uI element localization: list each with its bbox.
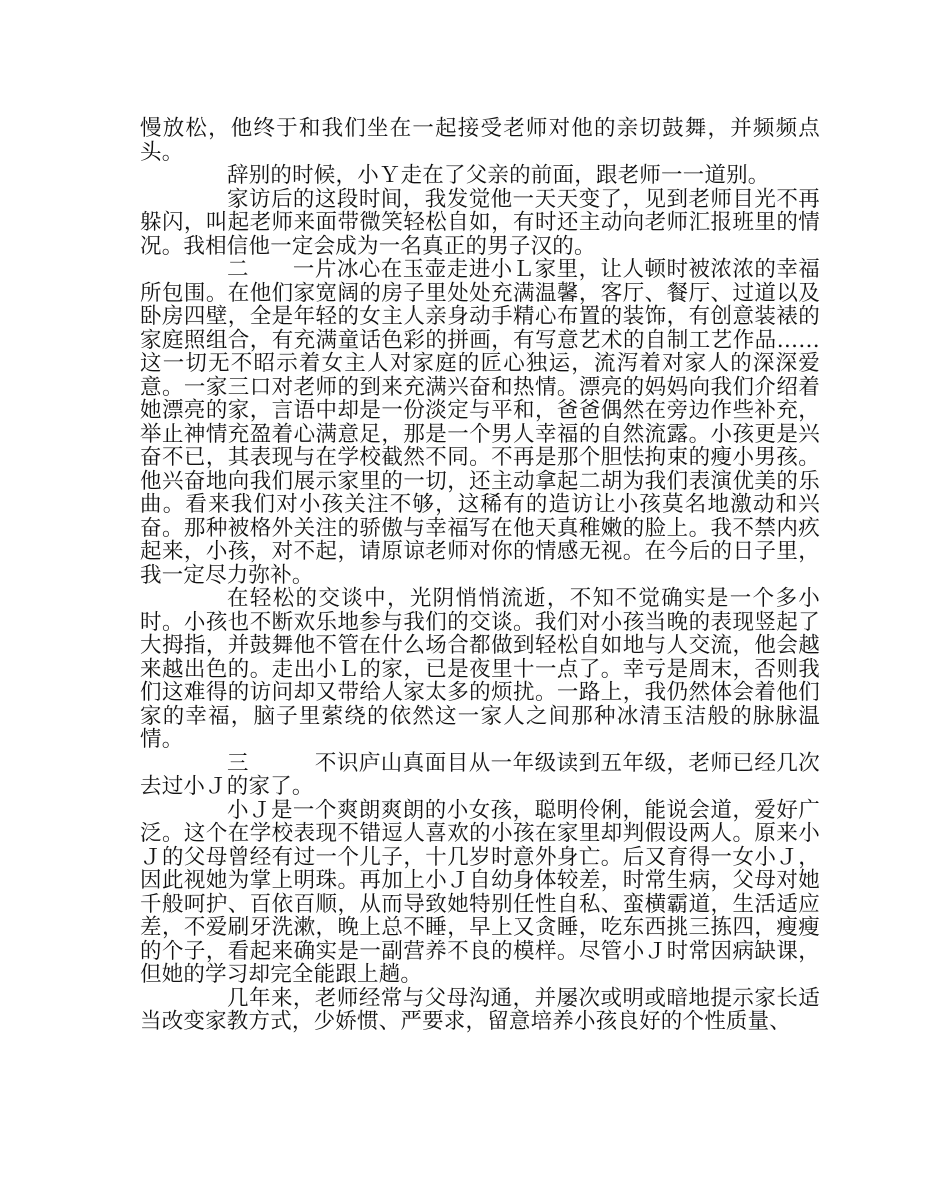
document-body [140, 117, 820, 1034]
paragraph-2: 辞别的时候，小Ｙ走在了父亲的前面，跟老师一一道别。 [227, 163, 770, 188]
paragraph-4: 二 一片冰心在玉壶走进小Ｌ家里，让人顿时被浓浓的幸福所包围。在他们家宽阔的房子里处处充满温馨，客厅、餐厅、过道以及卧房四壁，全是年轻的女主人亲身动手精心布置的装饰，有创意装裱的家庭照组合，有充满童话色彩的拼画，有写意艺术的自制工艺作品……这一切无不昭示着女主人对家庭的匠心独运，流泻着对家人的深深爱意。一家三口对老师的到来充满兴奋和热情。漂亮的妈妈向我们介绍着她漂亮的家，言语中却是一份淡定与平和，爸爸偶然在旁边作些补充，举止神情充盈着心满意足，那是一个男人幸福的自然流露。小孩更是兴奋不已，其表现与在学校截然不同。不再是那个胆怯拘束的瘦小男孩。他兴奋地向我们展示家里的一切，还主动拿起二胡为我们表演优美的乐曲。看来我们对小孩关注不够，这稀有的造访让小孩莫名地激动和兴奋。那种被格外关注的骄傲与幸福写在他天真稚嫩的脸上。我不禁内疚起来，小孩，对不起，请原谅老师对你的情感无视。在今后的日子里，我一定尽力弥补。 [140, 257, 820, 588]
paragraph-8: 几年来，老师经常与父母沟通，并屡次或明或暗地提示家长适当改变家教方式，少娇惯、严要求，留意培养小孩良好的个性质量、 [140, 985, 820, 1034]
paragraph-6: 三 不识庐山真面目从一年级读到五年级，老师已经几次去过小Ｊ的家了。 [140, 750, 820, 799]
paragraph-5: 在轻松的交谈中，光阴悄悄流逝，不知不觉确实是一个多小时。小孩也不断欢乐地参与我们的交谈。我们对小孩当晚的表现竖起了大拇指，并鼓舞他不管在什么场合都做到轻松自如地与人交流，他会越来越出色的。走出小Ｌ的家，已是夜里十一点了。幸亏是周末，否则我们这难得的访问却又带给人家太多的烦扰。一路上，我仍然体会着他们家的幸福，脑子里萦绕的依然这一家人之间那种冰清玉洁般的脉脉温情。 [140, 586, 820, 752]
paragraph-3: 家访后的这段时间，我发觉他一天天变了，见到老师目光不再躲闪，叫起老师来面带微笑轻松自如，有时还主动向老师汇报班里的情况。我相信他一定会成为一名真正的男子汉的。 [140, 186, 820, 259]
paragraph-7: 小Ｊ是一个爽朗爽朗的小女孩，聪明伶俐，能说会道，爱好广泛。这个在学校表现不错逗人喜欢的小孩在家里却判假设两人。原来小Ｊ的父母曾经有过一个儿子，十几岁时意外身亡。后又育得一女小Ｊ，因此视她为掌上明珠。再加上小Ｊ自幼身体较差，时常生病，父母对她千般呵护、百依百顺，从而导致她特别任性自私、蛮横霸道，生活适应差，不爱刷牙洗漱，晚上总不睡，早上又贪睡，吃东西挑三拣四，瘦瘦的个子，看起来确实是一副营养不良的模样。尽管小Ｊ时常因病缺课，但她的学习却完全能跟上趟。 [140, 797, 820, 987]
paragraph-1: 慢放松，他终于和我们坐在一起接受老师对他的亲切鼓舞，并频频点头。 [140, 116, 820, 165]
